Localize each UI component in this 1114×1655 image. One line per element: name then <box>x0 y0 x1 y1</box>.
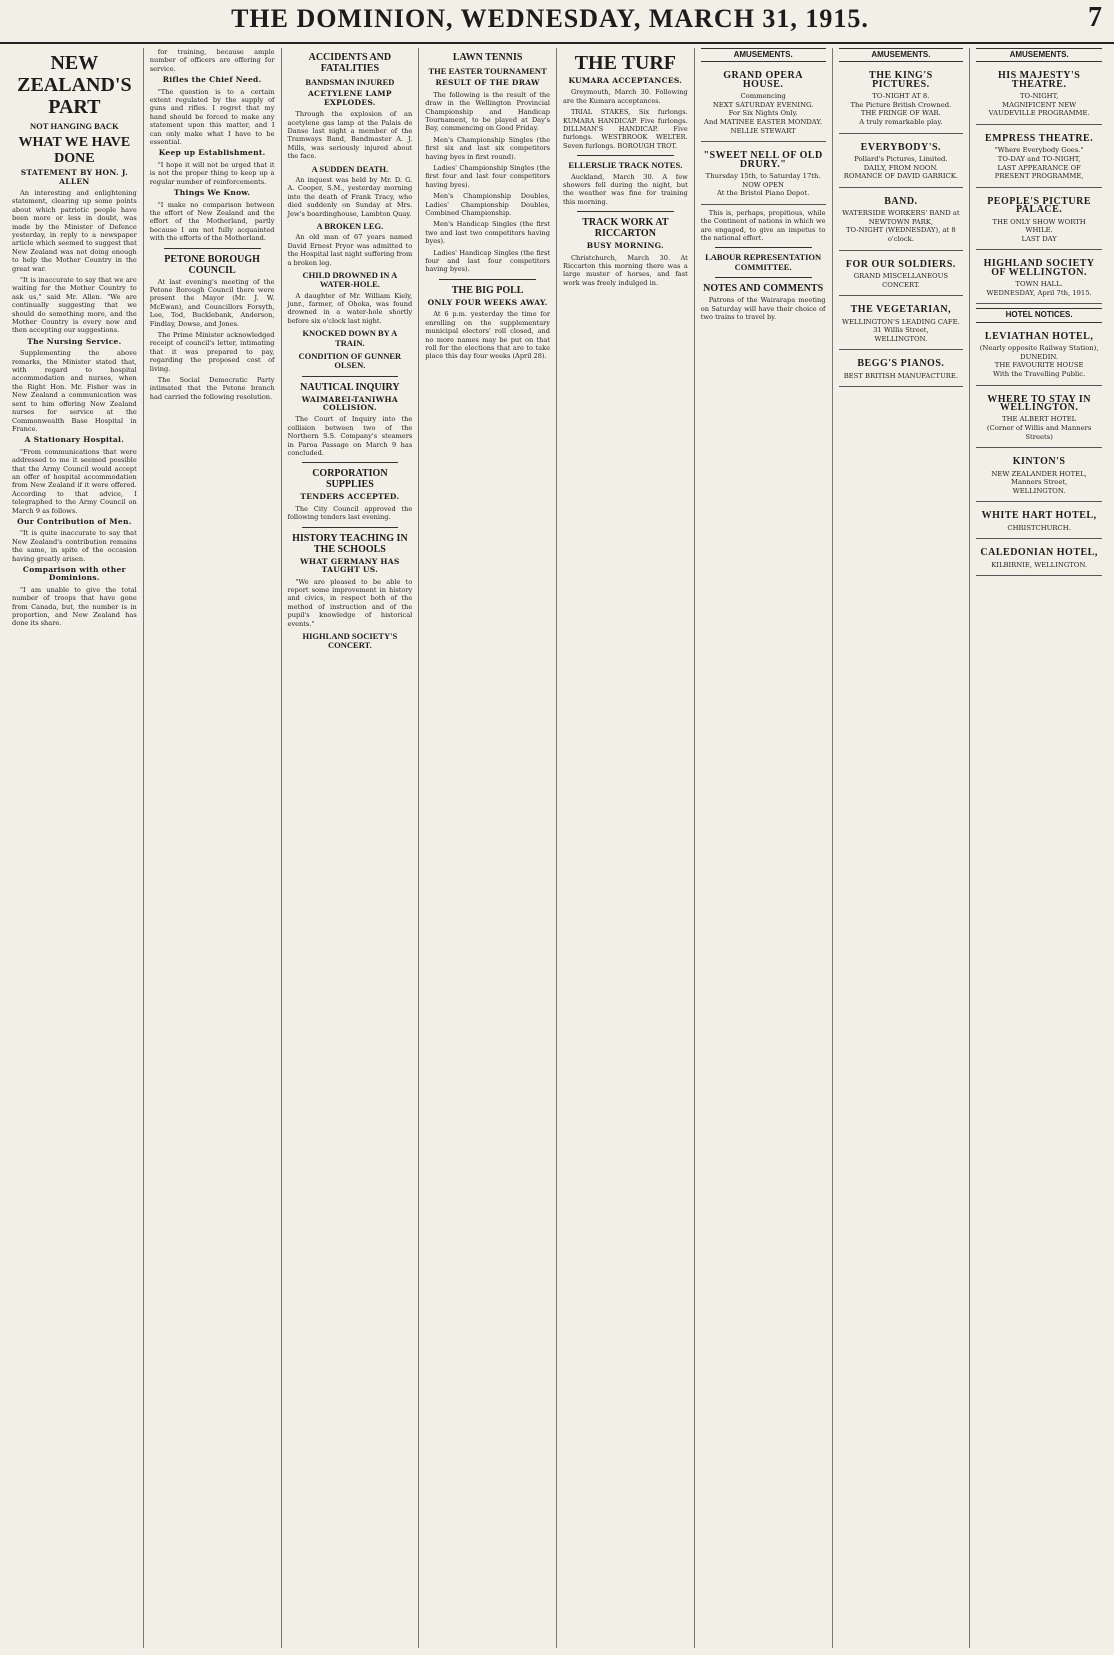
article-paragraph: Christchurch, March 30. At Riccarton this morning there was a large muster of horses, and fast work was freely indulged in. <box>563 253 688 287</box>
ad-line: (Corner of Willis and Manners Streets) <box>986 423 1092 441</box>
subheading: The Nursing Service. <box>27 336 122 346</box>
headline: WHAT WE HAVE DONE <box>18 135 131 166</box>
column-divider <box>302 462 399 463</box>
ad-title: WHERE TO STAY IN WELLINGTON. <box>987 393 1091 413</box>
article-paragraph: "From communications that were addressed to me it seemed possible that the Army Council would accept an offer of hospital accommodation from New Zealand if it were offered. According to that advice, I telegraphed to the Army Council on March 9 as follows. <box>12 447 137 515</box>
article-paragraph: "I am unable to give the total number of troops that have gone from Canada, but, the number is in proportion, and New Zealand has done its share. <box>12 585 137 628</box>
subheading: STATEMENT BY HON. J. ALLEN <box>20 168 129 186</box>
advertisement <box>839 255 964 297</box>
column-divider <box>577 155 674 156</box>
headline: THE BIG POLL <box>451 284 524 296</box>
ad-line: CHRISTCHURCH. <box>1007 523 1071 532</box>
article-paragraph: "We are pleased to be able to report some improvement in history and civics, in respect both of the method of instruction and of the pupil's knowledge of historical events." <box>287 577 413 628</box>
ad-title: LEVIATHAN HOTEL, <box>984 330 1094 342</box>
article-paragraph: The Court of Inquiry into the collision between two of the Northern S.S. Company's steamers in Paroa Passage on March 9 has concluded. <box>287 415 413 458</box>
subheading: WAIMAREI-TANIWHA COLLISION. <box>301 394 398 413</box>
masthead <box>0 0 1114 44</box>
article-paragraph: The following is the result of the draw in the Wellington Provincial Championship and Handicap Tournament, to be played at Day's Bay, commencing on Good Friday. <box>425 90 550 133</box>
advertisement <box>839 192 964 251</box>
headline: ACCIDENTS AND FATALITIES <box>308 52 392 74</box>
ad-title: HIS MAJESTY'S THEATRE. <box>997 70 1081 90</box>
article-paragraph: A daughter of Mr. William Kiely, junr., farmer, of Ohoka, was found drowned in a water-hole shortly before six o'clock last night. <box>287 291 413 325</box>
column-divider <box>439 279 536 280</box>
subheading: Rifles the Chief Need. <box>162 75 262 85</box>
article-paragraph: "It is quite inaccurate to say that New Zealand's contribution remains the same, in spite of the occasion having greatly arisen. <box>12 529 137 563</box>
ad-line: THE ALBERT HOTEL <box>1002 415 1077 424</box>
headline: NEW ZEALAND'S PART <box>17 52 132 118</box>
article-paragraph: Men's Championship Doubles, Ladies' Championship Doubles, Combined Championship. <box>425 192 550 218</box>
ad-line: Manners Street, <box>1010 478 1068 487</box>
advertisement <box>976 129 1102 188</box>
headline: ELLERSLIE TRACK NOTES. <box>568 160 683 171</box>
article-paragraph: "I make no comparison between the effort of New Zealand and the effort of the Motherland, partly because I am not fully acquainted with the efforts of the Motherland. <box>149 200 275 243</box>
article-paragraph: Men's Handicap Singles (the first two and last two competitors having byes). <box>425 220 550 246</box>
column-divider <box>577 211 674 212</box>
ad-line: THE FRINGE OF WAR. <box>860 109 941 118</box>
column-divider <box>715 277 812 278</box>
ad-line: ROMANCE OF DAVID GARRICK. <box>843 172 958 181</box>
article-paragraph: An inquest was held by Mr. D. G. A. Cooper, S.M., yesterday morning into the death of Frank Tracy, who died suddenly on Sunday at Mrs. Jew's boardinghouse, Lambton Quay. <box>287 175 413 218</box>
ad-line: WELLINGTON. <box>874 334 928 343</box>
article-paragraph: Supplementing the above remarks, the Minister stated that, with regard to hospital accommodation and nurses, when the Right Hon. Mr. Fisher was in New Zealand a communication was sent to him offering New Zealand nurses for service at the Commonwealth Base Hospital in France. <box>12 349 137 433</box>
ad-title: EMPRESS THEATRE. <box>985 133 1094 144</box>
headline: NOTES AND COMMENTS <box>703 283 824 295</box>
ad-line: Pollard's Pictures, Limited. <box>854 155 948 163</box>
article-paragraph: for training, because ample number of officers are offering for service. <box>149 48 275 73</box>
ad-line: THE FAVOURITE HOUSE <box>994 361 1084 370</box>
column-1 <box>6 48 144 1648</box>
subheading: Things We Know. <box>173 188 251 198</box>
ad-title: THE VEGETARIAN, <box>850 304 952 316</box>
subheading: Keep up Establishment. <box>158 148 266 158</box>
section-label: AMUSEMENTS. <box>701 48 826 62</box>
column-divider <box>302 376 399 377</box>
ad-line: THE ONLY SHOW WORTH WHILE. <box>992 217 1086 235</box>
ad-line: TO-NIGHT, <box>1019 92 1059 101</box>
ad-title: KINTON'S <box>1012 456 1066 468</box>
subheading: Comparison with other Dominions. <box>22 565 126 583</box>
advertisement <box>976 543 1102 576</box>
headline: PETONE BOROUGH COUNCIL <box>164 253 260 276</box>
advertisement <box>839 138 964 188</box>
subheading: BUSY MORNING. <box>586 241 664 251</box>
ad-line: A truly remarkable play. <box>859 118 943 126</box>
headline: CONDITION OF GUNNER OLSEN. <box>298 350 402 371</box>
page-number: 7 <box>1088 2 1102 33</box>
advertisement <box>701 146 826 205</box>
ad-line: KILBIRNIE, WELLINGTON. <box>991 560 1088 569</box>
ad-line: WELLINGTON'S LEADING CAFE. <box>841 317 960 326</box>
column-3 <box>282 48 420 1648</box>
section-label: AMUSEMENTS. <box>839 48 964 62</box>
subheading: Our Contribution of Men. <box>17 516 132 526</box>
advertisement <box>976 254 1102 304</box>
ad-line: TO-NIGHT AT 8. <box>872 92 930 101</box>
ad-title: BAND. <box>884 195 918 207</box>
headline: LAWN TENNIS <box>452 52 523 63</box>
ad-line: (Nearly opposite Railway Station), <box>979 344 1099 353</box>
article-paragraph: Ladies' Championship Singles (the first four and last four competitors having byes). <box>425 164 550 189</box>
ad-line: NEXT SATURDAY EVENING. <box>712 100 814 109</box>
ad-line: WATERSIDE WORKERS' BAND at <box>842 209 960 218</box>
advertisement <box>839 300 964 350</box>
masthead-title: THE DOMINION, WEDNESDAY, MARCH 31, 1915. <box>231 4 869 33</box>
ad-line: PRESENT PROGRAMME, <box>994 172 1084 181</box>
column-5 <box>557 48 695 1648</box>
ad-line: At the Bristol Piano Depot. <box>716 189 810 198</box>
headline: NAUTICAL INQUIRY <box>300 381 400 393</box>
article-paragraph: Auckland, March 30. A few showers fell during the night, but the weather was fine for training this morning. <box>563 172 688 206</box>
subheading: ONLY FOUR WEEKS AWAY. <box>427 297 548 307</box>
article-paragraph: An interesting and enlightening statement, clearing up some points about which patriotic people have been more or less in doubt, was made by the Minister of Defence yesterday, in reply to a newspaper article which seemed to suggest that New Zealand was not doing enough to help the Mother Country in the great war. <box>12 188 137 273</box>
article-paragraph: "The question is to a certain extent regulated by the supply of guns and rifles. I regret that my hand should be forced to make any statement upon this matter, and I can only make what I have to be essential. <box>149 87 275 147</box>
section-label: AMUSEMENTS. <box>976 48 1102 62</box>
ad-title: WHITE HART HOTEL, <box>981 510 1097 522</box>
article-paragraph: This is, perhaps, propitious, while the Continent of nations in which we are engaged, to give an impetus to the national effort. <box>700 208 826 242</box>
article-paragraph: The Prime Minister acknowledged receipt of council's letter, intimating that it was prepared to pay, regarding the proposed cost of living. <box>149 330 275 373</box>
article-paragraph: The Social Democratic Party intimated that the Petone branch had carried the following resolution. <box>149 376 275 401</box>
ad-title: FOR OUR SOLDIERS. <box>845 258 956 270</box>
ad-title: "SWEET NELL OF OLD DRURY." <box>703 150 823 170</box>
ad-line: And MATINEE EASTER MONDAY. <box>704 118 823 126</box>
ad-title: BEGG'S PIANOS. <box>857 358 945 370</box>
advertisement <box>976 66 1102 125</box>
article-paragraph: Patrons of the Wairarapa meeting on Saturday will have their choice of two trains to travel by. <box>700 296 826 321</box>
ad-title: EVERYBODY'S. <box>860 141 942 153</box>
column-8 <box>970 48 1108 1648</box>
article-paragraph: At 6 p.m. yesterday the time for enrolling on the supplementary municipal electors' roll closed, and no more names may be put on that roll for the elections that are to take place this day four weeks (April 28). <box>425 310 550 361</box>
headline: LABOUR REPRESENTATION COMMITTEE. <box>705 252 822 272</box>
advertisement <box>976 452 1102 502</box>
ad-line: LAST DAY <box>1021 234 1057 243</box>
ad-line: "Where Everybody Goes." <box>994 146 1084 155</box>
headline: HIGHLAND SOCIETY'S CONCERT. <box>302 630 398 651</box>
subheading: ACETYLENE LAMP EXPLODES. <box>307 89 392 107</box>
subheading: RESULT OF THE DRAW <box>435 78 540 88</box>
ad-title: HIGHLAND SOCIETY OF WELLINGTON. <box>983 258 1095 278</box>
article-paragraph: Greymouth, March 30. Following are the Kumara acceptances. <box>563 88 688 105</box>
ad-line: LAST APPEARANCE OF <box>997 163 1081 172</box>
ad-line: BEST BRITISH MANUFACTURE. <box>843 371 959 380</box>
headline: HISTORY TEACHING IN THE SCHOOLS <box>292 532 408 555</box>
article-paragraph: An old man of 67 years named David Ernest Pryor was admitted to the Hospital last night suffering from a broken leg. <box>287 233 413 267</box>
headline: THE TURF <box>574 52 677 74</box>
subheading: WHAT GERMANY HAS TAUGHT US. <box>300 556 400 575</box>
ad-line: With the Travelling Public. <box>992 369 1086 378</box>
ad-title: THE KING'S PICTURES. <box>869 70 933 90</box>
advertisement <box>976 390 1102 449</box>
article-paragraph: TRIAL STAKES, Six furlongs. KUMARA HANDICAP. Five furlongs. DILLMAN'S HANDICAP. Five furlongs. WESTBROOK WELTER. Seven furlongs. BOROUGH TROT. <box>563 108 688 150</box>
ad-line: NELLIE STEWART <box>730 126 796 135</box>
section-label: HOTEL NOTICES. <box>976 308 1102 322</box>
ad-line: NOW OPEN <box>742 180 784 189</box>
headline: KNOCKED DOWN BY A TRAIN. <box>302 328 398 348</box>
ad-line: GRAND MISCELLANEOUS CONCERT. <box>853 271 949 289</box>
ad-line: MAGNIFICENT NEW VAUDEVILLE PROGRAMME. <box>988 100 1090 118</box>
ad-line: NEWTOWN PARK, <box>868 217 934 226</box>
headline: NOT HANGING BACK <box>30 121 119 131</box>
column-2 <box>144 48 282 1648</box>
subheading: TENDERS ACCEPTED. <box>300 492 400 502</box>
headline: A BROKEN LEG. <box>316 220 384 231</box>
headline: BANDSMAN INJURED <box>305 77 395 87</box>
column-7 <box>833 48 971 1648</box>
article-paragraph: Ladies' Handicap Singles (the first four and last four competitors having byes). <box>425 248 550 274</box>
advertisement <box>976 506 1102 539</box>
article-paragraph: "I hope it will not be urged that it is not the proper thing to keep up a regular number of reinforcements. <box>149 160 275 186</box>
ad-title: PEOPLE'S PICTURE PALACE. <box>987 195 1092 216</box>
column-grid <box>6 48 1108 1648</box>
ad-line: WELLINGTON. <box>1012 486 1066 495</box>
advertisement <box>976 327 1102 386</box>
column-divider <box>715 247 812 248</box>
ad-line: The Picture British Crowned. <box>850 100 952 109</box>
ad-line: DAILY, FROM NOON. <box>863 163 939 172</box>
headline: A SUDDEN DEATH. <box>311 163 389 174</box>
ad-line: 31 Willis Street, <box>873 326 929 335</box>
article-paragraph: Men's Championship Singles (the first six and last six competitors having byes in first round). <box>425 135 550 161</box>
article-paragraph: Through the explosion of an acetylene gas lamp at the Palais de Danse last night a member of the Tramways Band, Bandmaster A. J. Mills, was seriously injured about the face. <box>287 110 413 161</box>
headline: TRACK WORK AT RICCARTON <box>582 217 669 240</box>
ad-title: CALEDONIAN HOTEL, <box>980 547 1098 559</box>
advertisement <box>839 354 964 387</box>
column-divider <box>302 527 399 528</box>
advertisement <box>976 192 1102 251</box>
column-6 <box>695 48 833 1648</box>
ad-line: TO-DAY and TO-NIGHT, <box>997 155 1081 163</box>
column-4 <box>419 48 557 1648</box>
ad-line: Thursday 15th, to Saturday 17th. <box>705 172 821 180</box>
ad-line: For Six Nights Only. <box>728 109 798 118</box>
subheading: KUMARA ACCEPTANCES. <box>568 76 683 85</box>
ad-title: GRAND OPERA HOUSE. <box>723 70 803 90</box>
column-divider <box>164 248 261 249</box>
advertisement <box>701 66 826 142</box>
headline: THE EASTER TOURNAMENT <box>428 66 547 76</box>
article-paragraph: The City Council approved the following tenders last evening. <box>287 504 413 522</box>
ad-line: Commencing <box>740 92 786 101</box>
subheading: A Stationary Hospital. <box>24 435 125 445</box>
ad-line: TO-NIGHT (WEDNESDAY), at 8 o'clock. <box>845 226 956 243</box>
ad-line: NEW ZEALANDER HOTEL, <box>991 469 1087 478</box>
headline: CHILD DROWNED IN A WATER-HOLE. <box>302 269 398 290</box>
ad-line: DUNEDIN. <box>1020 352 1059 361</box>
ad-line: WEDNESDAY, April 7th, 1915. <box>986 288 1092 297</box>
article-paragraph: "It is inaccurate to say that we are waiting for the Mother Country to ask us," said Mr. Allen. "We are continually suggesting that we should do something more, and the Mother Country is every now and then accepting our suggestions. <box>12 276 137 335</box>
ad-line: TOWN HALL. <box>1015 280 1063 289</box>
advertisement <box>839 66 964 133</box>
article-paragraph: At last evening's meeting of the Petone Borough Council there were present the Mayor (Mr. J. W. McEwan), and Councillors Forsyth, Lee, Tod, Bucklebank, Anderson, Findlay, Dowse, and Jones. <box>149 277 275 328</box>
headline: CORPORATION SUPPLIES <box>312 468 388 491</box>
